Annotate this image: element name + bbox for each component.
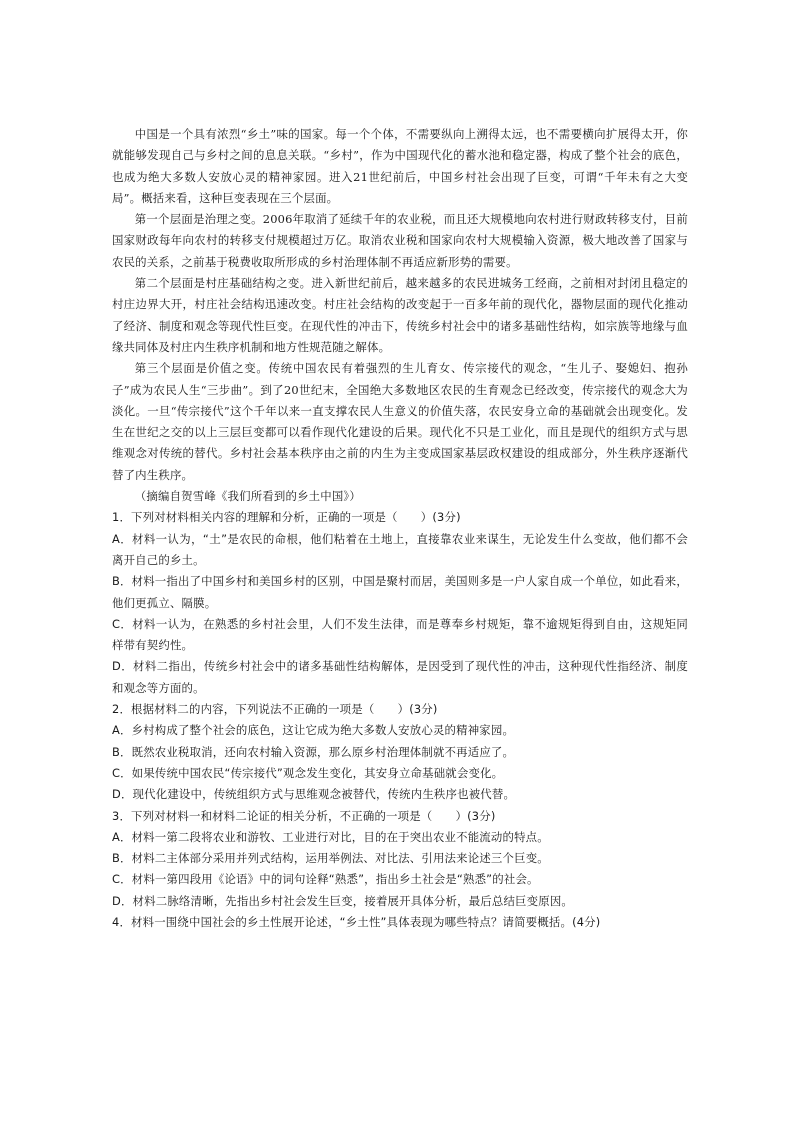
passage-paragraph-3: 第二个层面是村庄基础结构之变。进入新世纪前后，越来越多的农民进城务工经商，之前相对封闭且稳定的村庄边界大开，村庄社会结构迅速改变。村庄社会结构的改变起于一百多年前的现代化，器物层面的现代化推动了经济、制度和观念等现代性巨变。在现代性的冲击下，传统乡村社会中的诸多基础性结构，如宗族等地缘与血缘共同体及村庄内生秩序机制和地方性规范随之解体。 [112,276,688,354]
question-3-stem: 3．下列对材料一和材料二论证的相关分析，不正确的一项是（ ）(3分) [112,808,496,823]
question-2-option-b: B．既然农业税取消，还向农村输入资源，那么原乡村治理体制就不再适应了。 [112,744,515,759]
question-2-option-c: C．如果传统中国农民“传宗接代”观念发生变化，其安身立命基础就会变化。 [112,765,504,780]
question-1 [112,507,688,699]
question-2-option-d: D．现代化建设中，传统组织方式与思维观念被替代，传统内生秩序也被代替。 [112,787,516,802]
passage-paragraph-1: 中国是一个具有浓烈“乡土”味的国家。每一个个体，不需要纵向上溯得太远，也不需要横向扩展得太开，你就能够发现自己与乡村之间的息息关联。“乡村”，作为中国现代化的蓄水池和稳定器，构成了整个社会的底色，也成为绝大多数人安放心灵的精神家园。进入21世纪前后，中国乡村社会出现了巨变，可谓“千年未有之大变局”。概括来看，这种巨变表现在三个层面。 [112,127,688,205]
question-4 [112,912,688,933]
question-list [112,507,688,933]
question-1-option-c: C．材料一认为，在熟悉的乡村社会里，人们不发生法律，而是尊奉乡村规矩，靠不逾规矩得到自由，这规矩同样带有契约性。 [112,616,688,653]
question-3-option-c: C．材料一第四段用《论语》中的词句诠释“熟悉”，指出乡土社会是“熟悉”的社会。 [112,872,539,887]
question-4-stem: 4．材料一围绕中国社会的乡土性展开论述，“乡土性”具体表现为哪些特点？请简要概括。(4分) [112,914,601,929]
passage-source: （摘编自贺雪峰《我们所看到的乡土中国》） [134,489,361,504]
question-1-stem: 1．下列对材料相关内容的理解和分析，正确的一项是（ ）(3分) [112,510,461,525]
question-1-option-d: D．材料二指出，传统乡村社会中的诸多基础性结构解体，是因受到了现代性的冲击，这种现代性指经济、制度和观念等方面的。 [112,659,688,695]
exam-page [112,124,688,933]
reading-passage [112,124,688,507]
question-2 [112,699,688,805]
question-1-option-b: B．材料一指出了中国乡村和美国乡村的区别，中国是聚村而居，美国则多是一户人家自成一个单位，如此看来，他们更孤立、隔膜。 [112,574,688,610]
question-1-option-a: A．材料一认为，“土”是农民的命根，他们粘着在土地上，直接靠农业来谋生，无论发生什么变故，他们都不会离开自己的乡土。 [112,531,688,567]
passage-paragraph-4: 第三个层面是价值之变。传统中国农民有着强烈的生儿育女、传宗接代的观念，“生儿子、娶媳妇、抱孙子”成为农民人生“三步曲”。到了20世纪末，全国绝大多数地区农民的生育观念已经改变，传宗接代的观念大为淡化。一旦“传宗接代”这个千年以来一直支撑农民人生意义的价值失落，农民安身立命的基础就会出现变化。发生在世纪之交的以上三层巨变都可以看作现代化建设的后果。现代化不只是工业化，而且是现代的组织方式与思维观念对传统的替代。乡村社会基本秩序由之前的内生为主变成国家基层政权建设的组成部分，外生秩序逐渐代替了内生秩序。 [112,361,688,482]
question-3 [112,806,688,912]
question-3-option-a: A．材料一第二段将农业和游牧、工业进行对比，目的在于突出农业不能流动的特点。 [112,829,549,844]
question-2-option-a: A．乡村构成了整个社会的底色，这让它成为绝大多数人安放心灵的精神家园。 [112,723,515,738]
passage-paragraph-2: 第一个层面是治理之变。2006年取消了延续千年的农业税，而且还大规模地向农村进行财政转移支付，目前国家财政每年向农村的转移支付规模超过万亿。取消农业税和国家向农村大规模输入资源，极大地改善了国家与农民的关系，之前基于税费收取所形成的乡村治理体制不再适应新形势的需要。 [112,212,688,269]
question-2-stem: 2．根据材料二的内容，下列说法不正确的一项是（ ）(3分) [112,702,438,717]
question-3-option-b: B．材料二主体部分采用并列式结构，运用举例法、对比法、引用法来论述三个巨变。 [112,851,549,866]
question-3-option-d: D．材料二脉络清晰，先指出乡村社会发生巨变，接着展开具体分析，最后总结巨变原因。 [112,893,574,908]
